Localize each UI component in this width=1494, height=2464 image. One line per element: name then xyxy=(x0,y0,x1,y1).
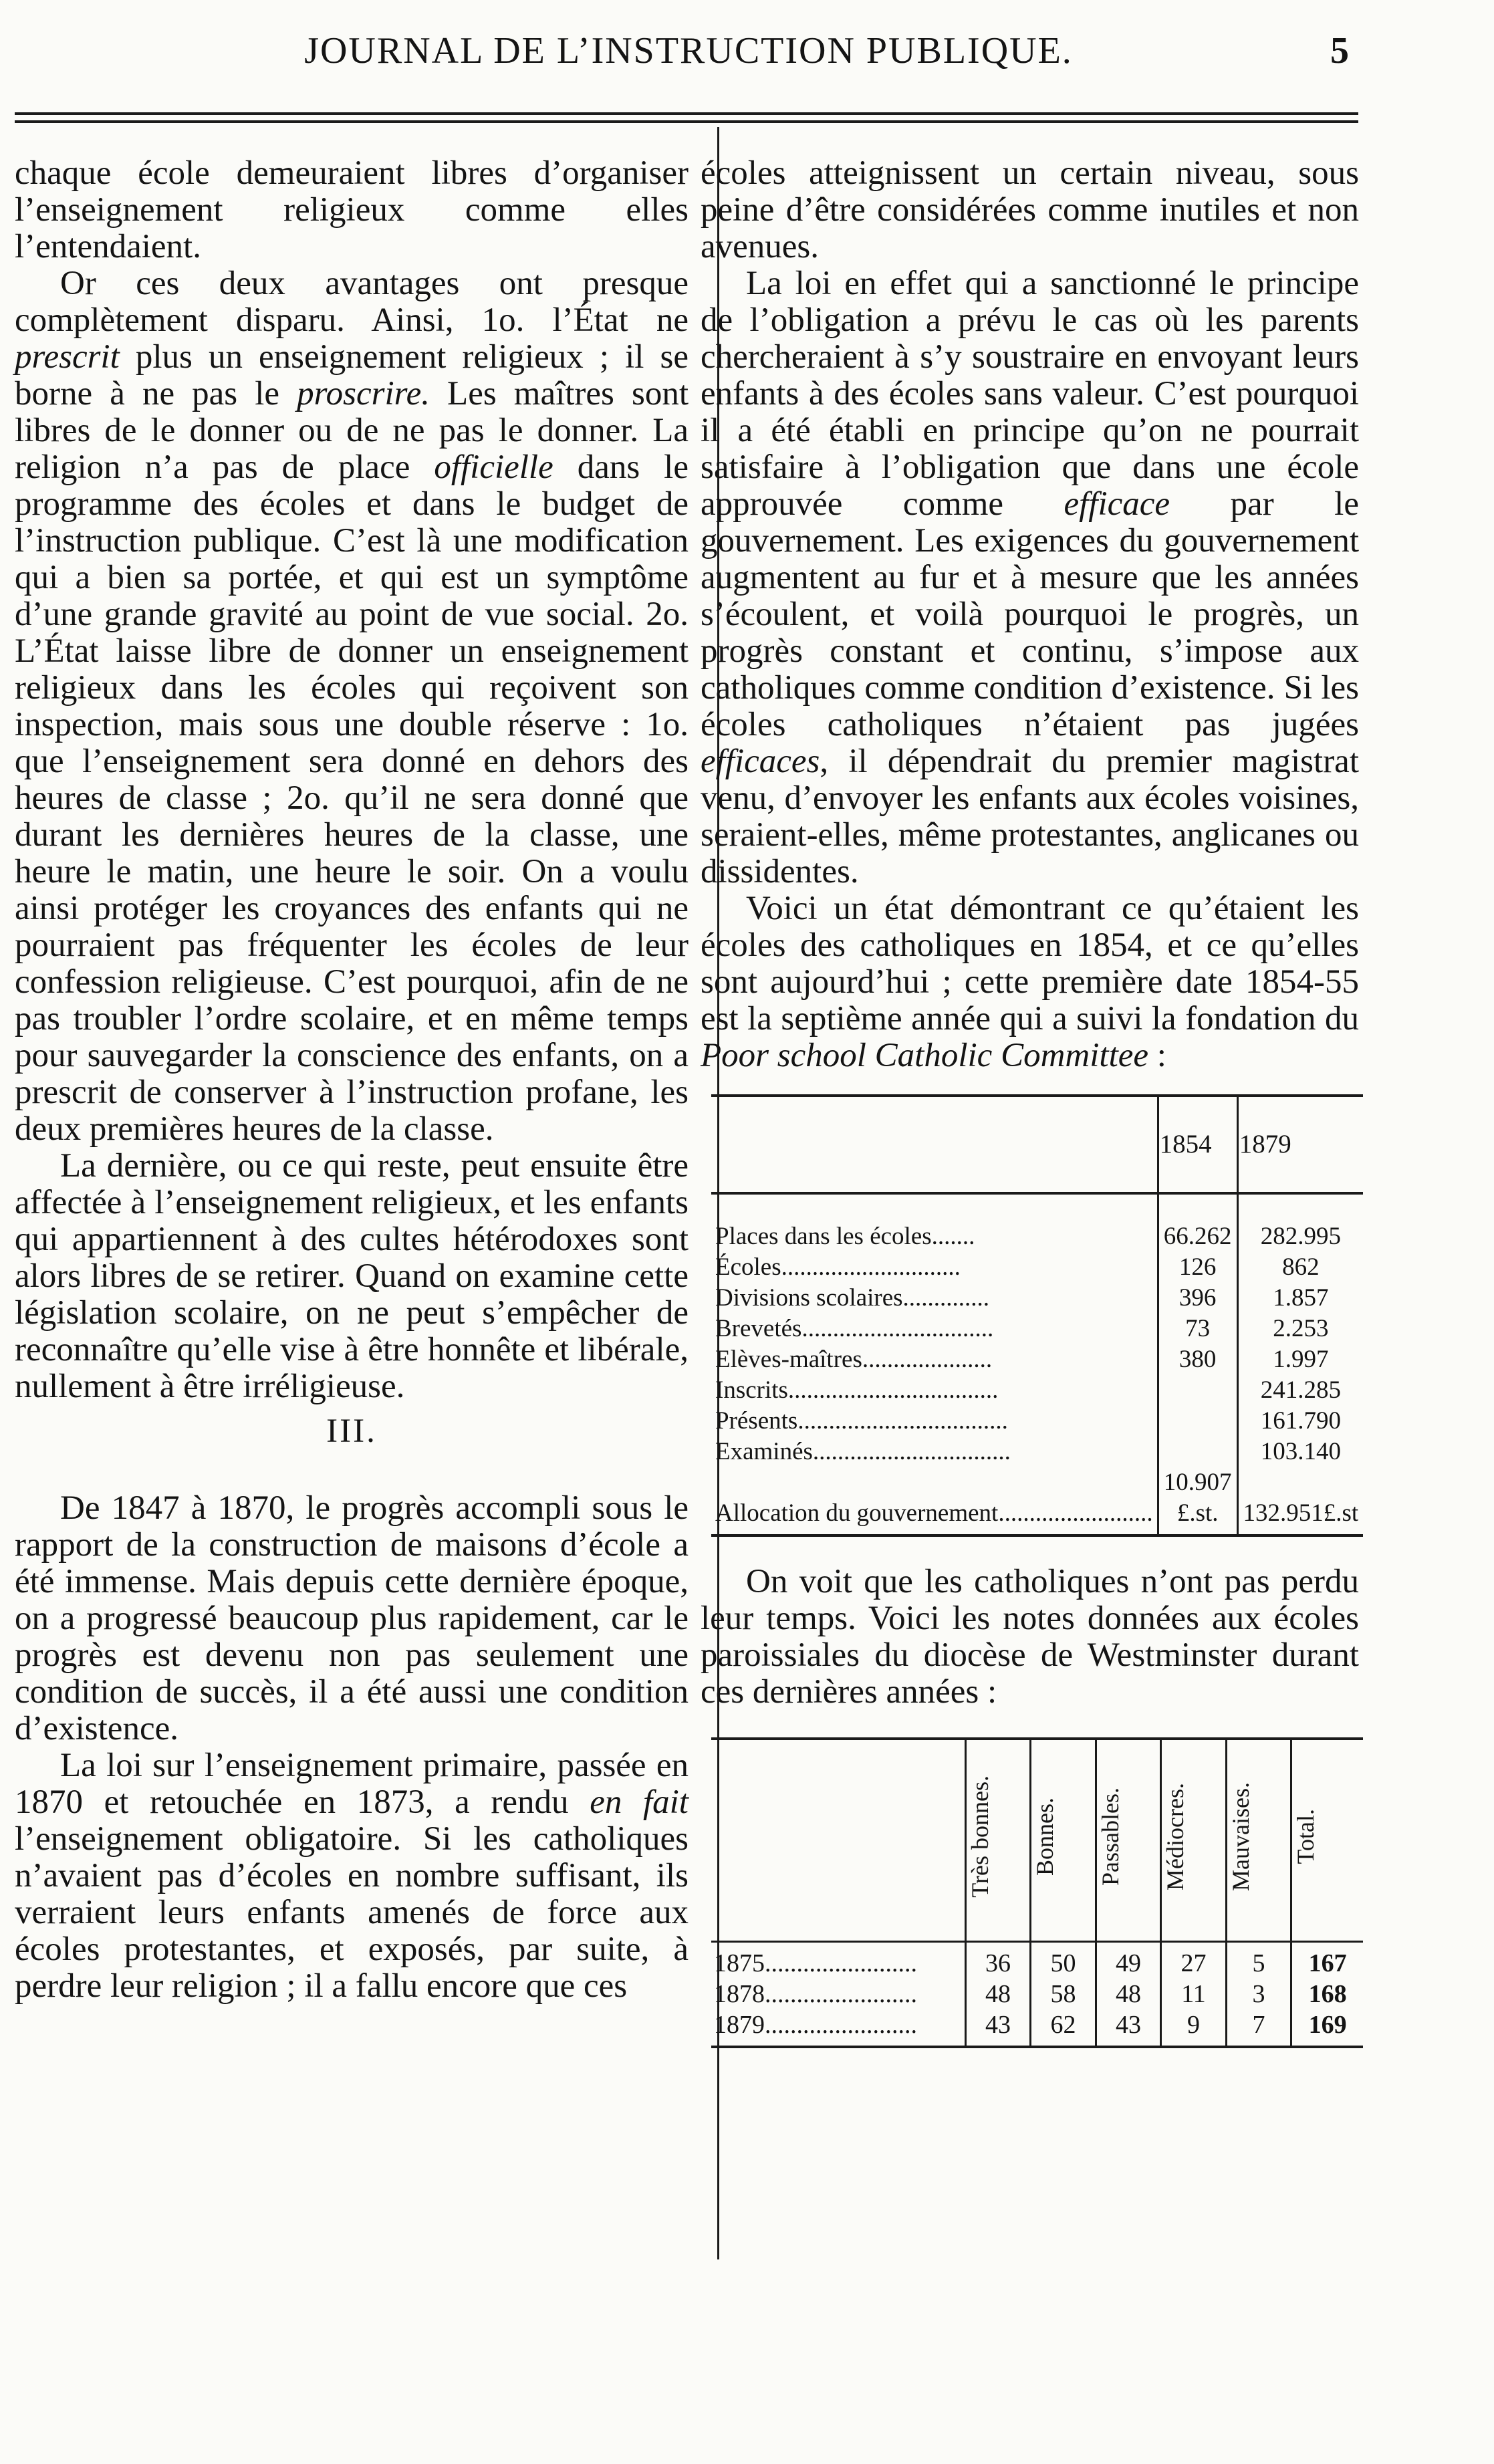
grade-count: 5 xyxy=(1226,1942,1291,1979)
column-header xyxy=(1161,1739,1227,1942)
table-row xyxy=(711,1193,1363,1252)
column-header xyxy=(711,1096,1158,1193)
value-1854 xyxy=(1158,1437,1237,1467)
column-header: 1879 xyxy=(1237,1096,1363,1193)
paragraph xyxy=(15,1747,689,2005)
value-1854 xyxy=(1158,1375,1237,1406)
grade-count: 49 xyxy=(1096,1942,1161,1979)
text-run: Les maîtres sont libres de le donner ou de ne pas le donner. La religion n’a pas de place xyxy=(15,375,689,486)
value-1854: 10.907 £.st. xyxy=(1158,1467,1237,1535)
grade-count: 9 xyxy=(1161,2009,1227,2047)
text-run: , il dépendrait du premier magistrat venu, d’envoyer les enfants aux écoles voisines, seraient-elles, même protestantes, anglicanes ou dissidentes. xyxy=(701,743,1359,890)
page-header xyxy=(0,29,1494,83)
value-1879: 241.285 xyxy=(1237,1375,1363,1406)
italic-text: Poor school Catholic Committee xyxy=(701,1037,1149,1074)
value-1854: 126 xyxy=(1158,1252,1237,1283)
grade-count: 58 xyxy=(1031,1979,1096,2009)
grade-count: 27 xyxy=(1161,1942,1227,1979)
grade-count: 62 xyxy=(1031,2009,1096,2047)
grade-count: 50 xyxy=(1031,1942,1096,1979)
text-run: l’enseignement obligatoire. Si les catholiques n’avaient pas d’écoles en nombre suffisant, ils verraient leurs enfants amenés de force aux écoles protestantes, et exposés, par suite, à perdre leur religion ; il a fallu encore que ces xyxy=(15,1820,689,2005)
value-1879: 161.790 xyxy=(1237,1406,1363,1437)
row-year: 1878........................ xyxy=(714,1980,917,2008)
row-label: Elèves-maîtres..................... xyxy=(715,1346,993,1373)
value-1879: 1.997 xyxy=(1237,1344,1363,1375)
value-1854: 380 xyxy=(1158,1344,1237,1375)
row-label: Brevetés............................... xyxy=(715,1315,994,1342)
right-column xyxy=(701,155,1359,2075)
row-year: 1879........................ xyxy=(711,2009,965,2047)
column-header xyxy=(1226,1739,1291,1942)
grade-count: 43 xyxy=(965,2009,1031,2047)
grade-count: 48 xyxy=(1096,1979,1161,2009)
text-run: La loi sur l’enseignement primaire, passée en 1870 et retouchée en 1873, a rendu xyxy=(15,1747,689,1821)
italic-text: proscrire. xyxy=(297,375,430,412)
table-row xyxy=(711,1283,1363,1314)
table-row xyxy=(711,1406,1363,1437)
row-label: Allocation du gouvernement......................... xyxy=(711,1467,1158,1535)
paragraph xyxy=(701,890,1359,1074)
paragraph: chaque école demeuraient libres d’organiser l’enseignement religieux comme elles l’entendaient. xyxy=(15,154,689,265)
paragraph: écoles atteignissent un certain niveau, sous peine d’être considérées comme inutiles et non avenues. xyxy=(701,154,1359,265)
text-run: par le gouvernement. Les exigences du gouvernement augmentent au fur et à mesure que les années s’écoulent, et voilà pourquoi le progrès, un progrès constant et continu, s’impose aux catholiques comme condition d’existence. Si les écoles catholiques n’étaient pas jugées xyxy=(701,485,1359,743)
text-run: La loi en effet qui a sanctionné le principe de l’obligation a prévu le cas où les parents chercheraient à s’y soustraire en envoyant leurs enfants à des écoles sans valeur. C’est pourquoi il a été établi en principe qu’on ne pourrait satisfaire à l’obligation que dans une école approuvée comme xyxy=(701,265,1359,523)
column-header-label: Médiocres. xyxy=(1162,1783,1189,1890)
table-row xyxy=(711,1375,1363,1406)
paragraph: De 1847 à 1870, le progrès accompli sous le rapport de la construction de maisons d’école a été immense. Mais depuis cette dernière époque, on a progressé beaucoup plus rapidement, car le progrès est devenu non pas seulement une condition de succès, il a été aussi une condition d’existence. xyxy=(15,1489,689,1747)
italic-text: officielle xyxy=(434,449,553,486)
row-label: Examinés................................ xyxy=(715,1438,1011,1465)
row-label: Places dans les écoles....... xyxy=(715,1223,975,1250)
grade-count: 7 xyxy=(1226,2009,1291,2047)
row-label: Écoles............................. xyxy=(715,1253,961,1281)
column-header xyxy=(965,1739,1031,1942)
grade-count: 168 xyxy=(1291,1979,1363,2009)
value-1879: 282.995 xyxy=(1237,1193,1363,1252)
italic-text: en fait xyxy=(590,1783,689,1821)
grade-count: 43 xyxy=(1096,2009,1161,2047)
left-column xyxy=(15,155,689,2005)
text-run: plus un enseignement religieux ; il se borne à ne pas le xyxy=(15,338,689,412)
column-header xyxy=(1096,1739,1161,1942)
italic-text: efficace xyxy=(1064,485,1170,523)
value-1879: 2.253 xyxy=(1237,1314,1363,1344)
grade-count: 167 xyxy=(1291,1942,1363,1979)
paragraph: On voit que les catholiques n’ont pas perdu leur temps. Voici les notes données aux écoles paroissiales du diocèse de Westminster durant ces dernières années : xyxy=(701,1563,1359,1711)
paragraph xyxy=(15,265,689,1148)
column-header-label: Total. xyxy=(1292,1809,1320,1864)
header-rule-top xyxy=(15,112,1358,115)
column-header: 1854 xyxy=(1158,1096,1237,1193)
table-row xyxy=(711,1437,1363,1467)
column-header-label: Très bonnes. xyxy=(966,1775,993,1898)
italic-text: prescrit xyxy=(15,338,120,376)
table-row xyxy=(711,1344,1363,1375)
grade-count: 36 xyxy=(965,1942,1031,1979)
table-row xyxy=(711,1467,1363,1535)
column-header-label: Passables. xyxy=(1096,1788,1124,1886)
value-1879: 862 xyxy=(1237,1252,1363,1283)
grade-count: 3 xyxy=(1226,1979,1291,2009)
grades-table xyxy=(711,1737,1363,2048)
value-1854: 396 xyxy=(1158,1283,1237,1314)
grade-count: 169 xyxy=(1291,2009,1363,2047)
value-1879: 103.140 xyxy=(1237,1437,1363,1467)
text-run: dans le programme des écoles et dans le budget de l’instruction publique. C’est là une modification qui a bien sa portée, et qui est un symptôme d’une grande gravité au point de vue social. 2o. L’État laisse libre de donner un enseignement religieux dans les écoles qui reçoivent son inspection, mais sous une double réserve : 1o. que l’enseignement sera donné en dehors des heures de classe ; 2o. qu’il ne sera donné que durant les dernières heures de la classe, une heure le matin, une heure le soir. On a voulu ainsi protéger les croyances des enfants qui ne pourraient pas fréquenter les écoles de leur confession religieuse. C’est pourquoi, afin de ne pas troubler l’ordre scolaire, et en même temps pour sauvegarder la conscience des enfants, on a prescrit de conserver à l’instruction profane, les deux premières heures de la classe. xyxy=(15,449,689,1148)
header-rule-bottom xyxy=(15,120,1358,123)
value-1854: 66.262 xyxy=(1158,1193,1237,1252)
page-number: 5 xyxy=(1330,30,1349,72)
column-header xyxy=(1291,1739,1363,1942)
paragraph xyxy=(701,265,1359,890)
text-run: : xyxy=(1148,1037,1166,1074)
enrollment-table-wrap xyxy=(711,1094,1363,1537)
value-1854 xyxy=(1158,1406,1237,1437)
row-label: Divisions scolaires.............. xyxy=(715,1284,990,1312)
grades-table-wrap xyxy=(711,1737,1363,2048)
paragraph: La dernière, ou ce qui reste, peut ensuite être affectée à l’enseignement religieux, et les enfants qui appartiennent à des cultes hétérodoxes sont alors libres de se retirer. Quand on examine cette législation scolaire, on ne peut s’empêcher de reconnaître qu’elle vise à être honnête et libérale, nullement à être irréligieuse. xyxy=(15,1147,689,1405)
table-row xyxy=(711,1979,1363,2009)
grade-count: 11 xyxy=(1161,1979,1227,2009)
table-row xyxy=(711,1252,1363,1283)
journal-title: JOURNAL DE L’INSTRUCTION PUBLIQUE. xyxy=(304,30,1073,72)
row-label: Présents.................................. xyxy=(715,1407,1008,1435)
section-number: III. xyxy=(326,1412,377,1450)
value-1879: 1.857 xyxy=(1237,1283,1363,1314)
enrollment-table xyxy=(711,1094,1363,1537)
text-run: Or ces deux avantages ont presque complètement disparu. Ainsi, 1o. l’État ne xyxy=(15,265,689,339)
table-row xyxy=(711,2009,1363,2047)
column-header-label: Mauvaises. xyxy=(1227,1782,1254,1891)
row-year: 1875........................ xyxy=(711,1942,965,1979)
row-label: Inscrits.................................. xyxy=(715,1376,999,1404)
value-1854: 73 xyxy=(1158,1314,1237,1344)
table-row xyxy=(711,1942,1363,1979)
column-header xyxy=(1031,1739,1096,1942)
text-run: Voici un état démontrant ce qu’étaient les écoles des catholiques en 1854, et ce qu’elles sont aujourd’hui ; cette première date 1854-55 est la septième année qui a suivi la fondation du xyxy=(701,890,1359,1037)
grade-count: 48 xyxy=(965,1979,1031,2009)
italic-text: efficaces xyxy=(701,743,820,780)
column-header xyxy=(711,1739,965,1942)
column-header-label: Bonnes. xyxy=(1031,1798,1059,1876)
table-row xyxy=(711,1314,1363,1344)
value-1879: 132.951£.st xyxy=(1237,1467,1363,1535)
